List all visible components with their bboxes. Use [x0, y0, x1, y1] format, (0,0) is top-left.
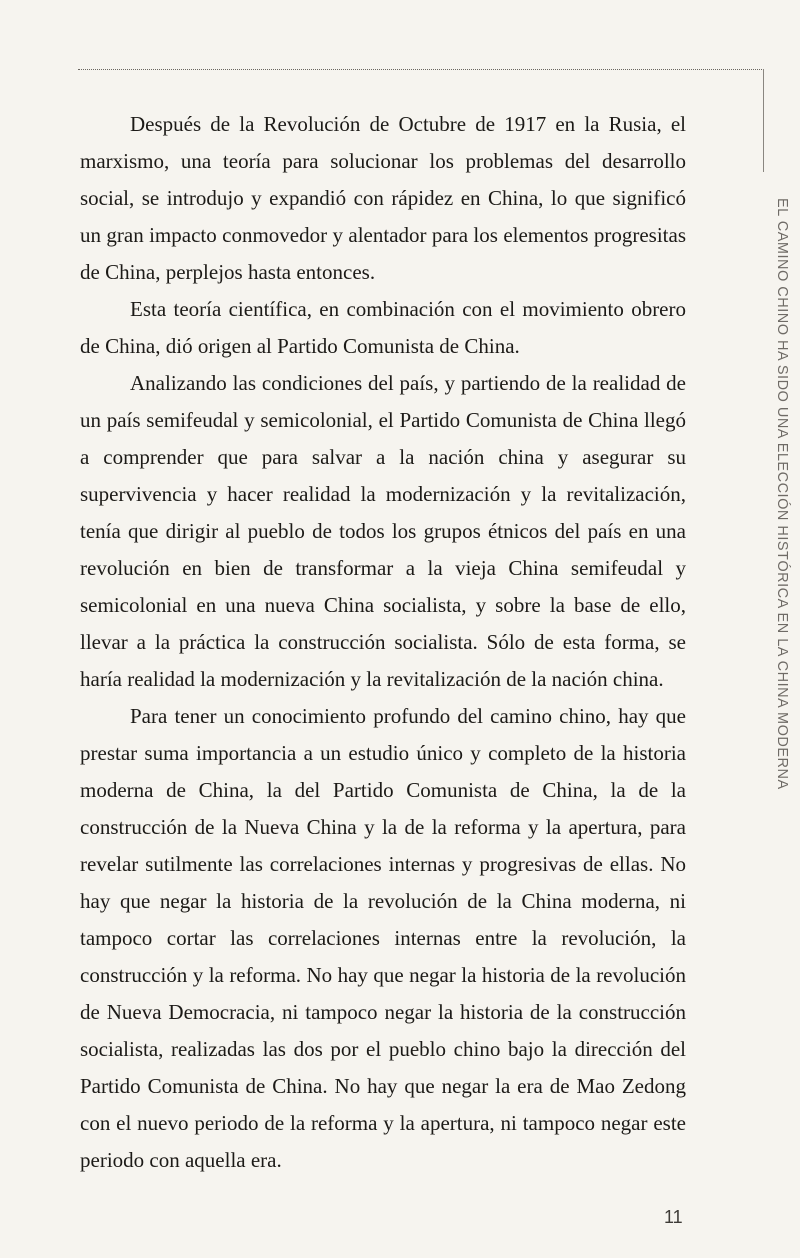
page-number: 11	[664, 1207, 683, 1227]
paragraph: Esta teoría científica, en combinación con el movimiento obrero de China, dió origen al Partido Comunista de China.	[80, 297, 686, 358]
paragraph: Después de la Revolución de Octubre de 1917 en la Rusia, el marxismo, una teoría para solucionar los problemas del desarrollo social, se introdujo y expandió con rápidez en China, lo que significó un gran impacto conmovedor y alentador para los elementos progresitas de China, perplejos hasta entonces.	[80, 112, 686, 284]
header-side-rule	[763, 69, 764, 172]
header-dotted-rule	[78, 69, 764, 70]
running-head: EL CAMINO CHINO HA SIDO UNA ELECCIÓN HISTÓRICA EN LA CHINA MODERNA	[774, 198, 790, 790]
body-text	[80, 106, 686, 1179]
paragraph: Para tener un conocimiento profundo del camino chino, hay que prestar suma importancia a un estudio único y completo de la historia moderna de China, la del Partido Comunista de China, la de la construcción de la Nueva China y la de la reforma y la apertura, para revelar sutilmente las correlaciones internas y progresivas de ellas. No hay que negar la historia de la revolución de la China moderna, ni tampoco cortar las correlaciones internas entre la revolución, la construcción y la reforma. No hay que negar la historia de la revolución de Nueva Democracia, ni tampoco negar la historia de la construcción socialista, realizadas las dos por el pueblo chino bajo la dirección del Partido Comunista de China. No hay que negar la era de Mao Zedong con el nuevo periodo de la reforma y la apertura, ni tampoco negar este periodo con aquella era.	[80, 704, 686, 1172]
paragraph: Analizando las condiciones del país, y partiendo de la realidad de un país semifeudal y semicolonial, el Partido Comunista de China llegó a comprender que para salvar a la nación china y asegurar su supervivencia y hacer realidad la modernización y la revitalización, tenía que dirigir al pueblo de todos los grupos étnicos del país en una revolución en bien de transformar a la vieja China semifeudal y semicolonial en una nueva China socialista, y sobre la base de ello, llevar a la práctica la construcción socialista. Sólo de esta forma, se haría realidad la modernización y la revitalización de la nación china.	[80, 371, 686, 691]
